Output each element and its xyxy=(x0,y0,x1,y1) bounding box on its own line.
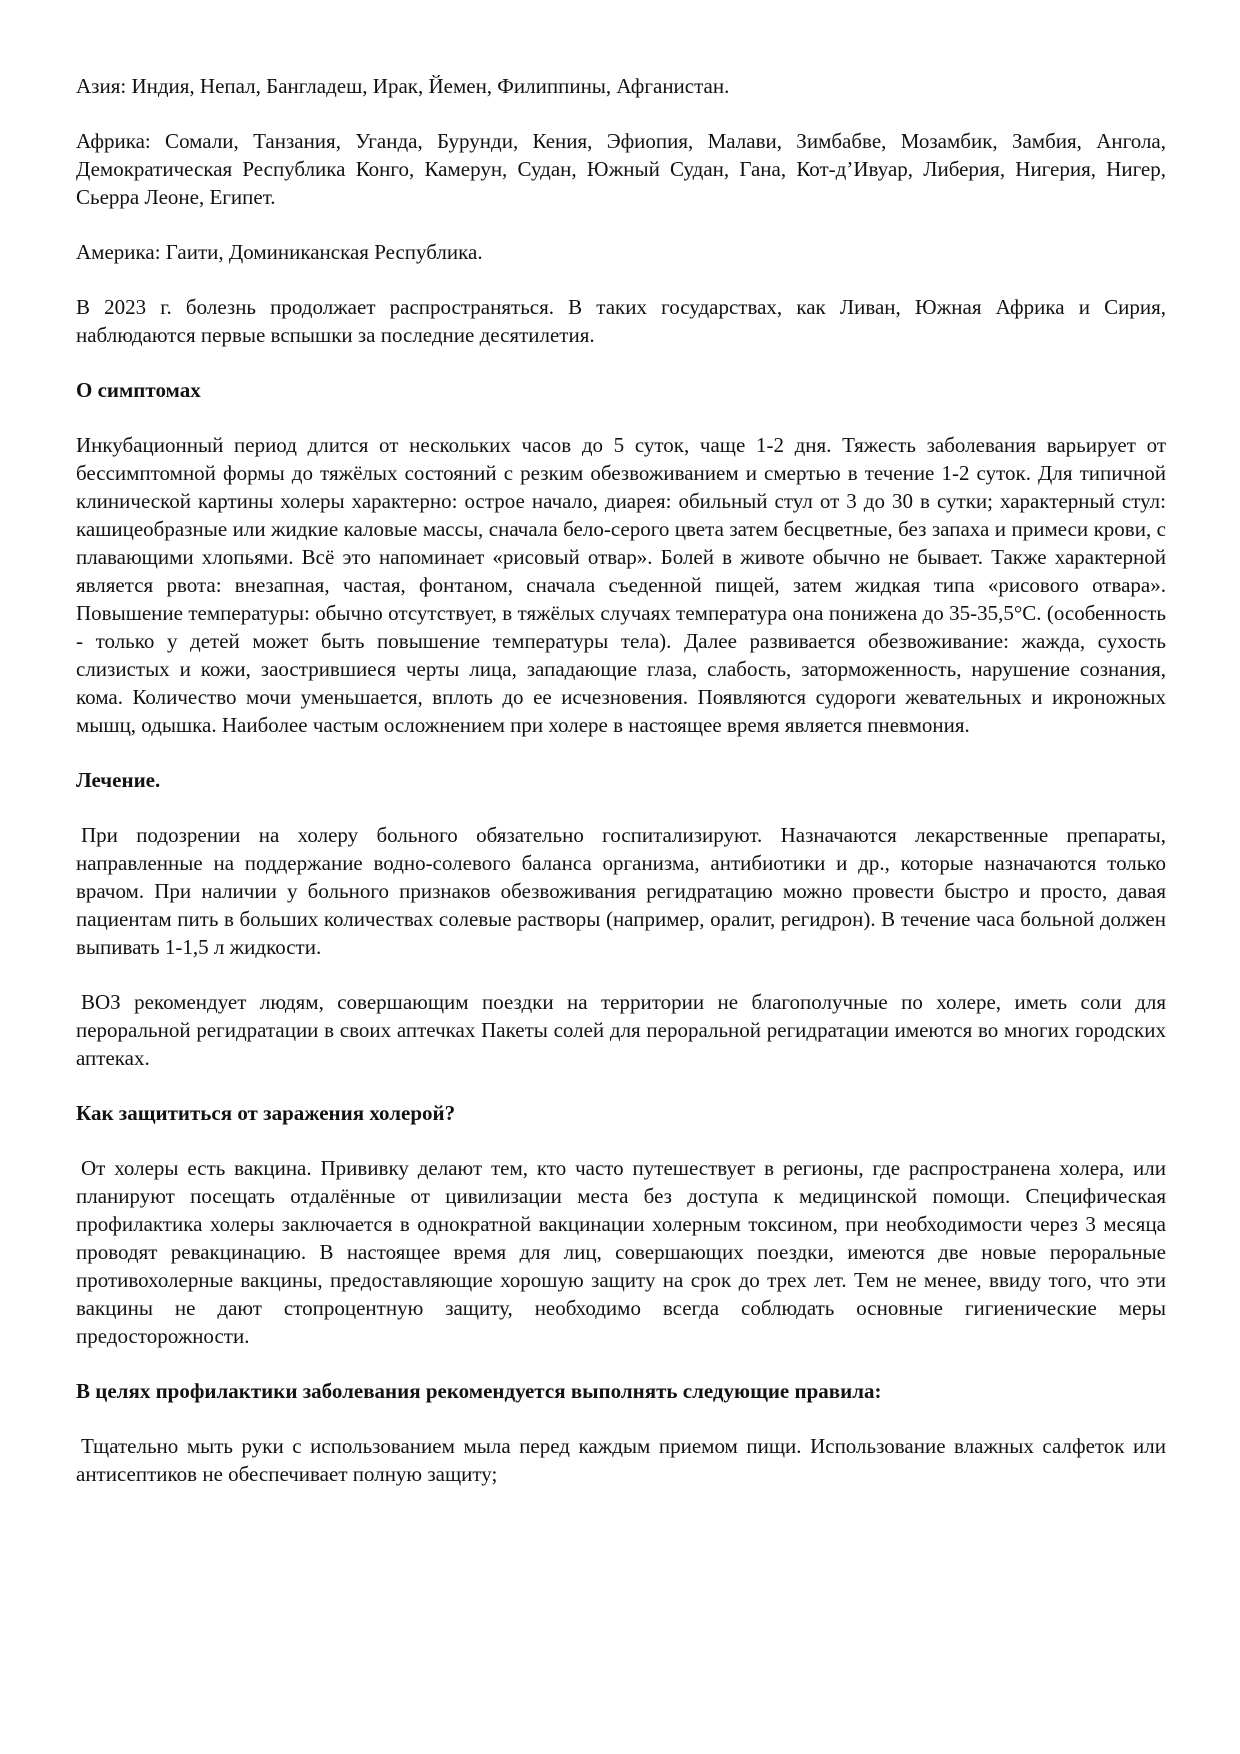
protection-heading: Как защититься от заражения холерой? xyxy=(76,1101,456,1125)
treatment-paragraph-1: При подозрении на холеру больного обязательно госпитализируют. Назначаются лекарственные препараты, направленные на поддержание водно-солевого баланса организма, антибиотики и др., которые назначаются только врачом. При наличии у больного признаков обезвоживания регидратацию можно провести быстро и просто, давая пациентам пить в больших количествах солевые растворы (например, оралит, регидрон). В течение часа больной должен выпивать 1-1,5 л жидкости. xyxy=(76,823,1166,959)
regions-america: Америка: Гаити, Доминиканская Республика. xyxy=(76,240,483,264)
symptoms-heading: О симптомах xyxy=(76,378,201,402)
prevention-heading: В целях профилактики заболевания рекомендуется выполнять следующие правила: xyxy=(76,1379,882,1403)
spread-2023-paragraph: В 2023 г. болезнь продолжает распространяться. В таких государствах, как Ливан, Южная Африка и Сирия, наблюдаются первые вспышки за последние десятилетия. xyxy=(76,295,1166,347)
document-page xyxy=(76,72,1166,1515)
protection-paragraph: От холеры есть вакцина. Прививку делают тем, кто часто путешествует в регионы, где распространена холера, или планируют посещать отдалённые от цивилизации места без доступа к медицинской помощи. Специфическая профилактика холеры заключается в однократной вакцинации холерным токсином, при необходимости через 3 месяца проводят ревакцинацию. В настоящее время для лиц, совершающих поездки, имеются две новые пероральные противохолерные вакцины, предоставляющие хорошую защиту на срок до трех лет. Тем не менее, ввиду того, что эти вакцины не дают стопроцентную защиту, необходимо всегда соблюдать основные гигиенические меры предосторожности. xyxy=(76,1156,1166,1348)
regions-africa: Африка: Сомали, Танзания, Уганда, Бурунди, Кения, Эфиопия, Малави, Зимбабве, Мозамбик, Замбия, Ангола, Демократическая Республика Конго, Камерун, Судан, Южный Судан, Гана, Кот-д’Ивуар, Либерия, Нигерия, Нигер, Сьерра Леоне, Египет. xyxy=(76,129,1166,209)
treatment-paragraph-2: ВОЗ рекомендует людям, совершающим поездки на территории не благополучные по холере, иметь соли для пероральной регидратации в своих аптечках Пакеты солей для пероральной регидратации имеются во многих городских аптеках. xyxy=(76,990,1166,1070)
prevention-paragraph: Тщательно мыть руки с использованием мыла перед каждым приемом пищи. Использование влажных салфеток или антисептиков не обеспечивает полную защиту; xyxy=(76,1434,1166,1486)
symptoms-paragraph: Инкубационный период длится от нескольких часов до 5 суток, чаще 1-2 дня. Тяжесть заболевания варьирует от бессимптомной формы до тяжёлых состояний с резким обезвоживанием и смертью в течение 1-2 суток. Для типичной клинической картины холеры характерно: острое начало, диарея: обильный стул от 3 до 30 в сутки; характерный стул: кашицеобразные или жидкие каловые массы, сначала бело-серого цвета затем бесцветные, без запаха и примеси крови, с плавающими хлопьями. Всё это напоминает «рисовый отвар». Болей в животе обычно не бывает. Также характерной является рвота: внезапная, частая, фонтаном, сначала съеденной пищей, затем жидкая типа «рисового отвара». Повышение температуры: обычно отсутствует, в тяжёлых случаях температура она понижена до 35-35,5°C. (особенность - только у детей может быть повышение температуры тела). Далее развивается обезвоживание: жажда, сухость слизистых и кожи, заострившиеся черты лица, западающие глаза, слабость, заторможенность, нарушение сознания, кома. Количество мочи уменьшается, вплоть до ее исчезновения. Появляются судороги жевательных и икроножных мышц, одышка. Наиболее частым осложнением при холере в настоящее время является пневмония. xyxy=(76,433,1166,737)
treatment-heading: Лечение. xyxy=(76,768,161,792)
regions-asia: Азия: Индия, Непал, Бангладеш, Ирак, Йемен, Филиппины, Афганистан. xyxy=(76,74,730,98)
